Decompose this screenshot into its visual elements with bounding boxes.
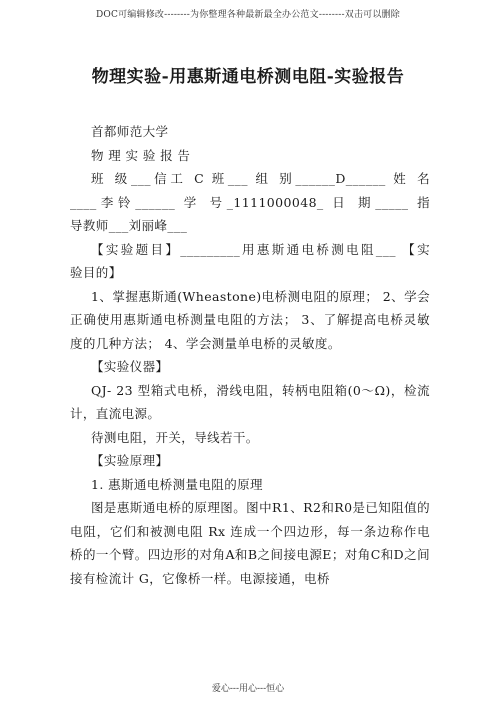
instruments-text: QJ- 23 型箱式电桥，滑线电阻，转柄电阻箱(0～Ω)，检流计，直流电源。 xyxy=(70,382,430,421)
objectives-heading: 验目的】 xyxy=(70,265,122,280)
document-title: 物理实验-用惠斯通电桥测电阻-实验报告 xyxy=(91,67,405,87)
info-line-student-date: ____李铃______ 学 号_1111000048_ 日 期_____ 指 xyxy=(70,194,430,210)
info-line-instructor: 导教师___刘丽峰___ xyxy=(70,218,188,233)
university-name: 首都师范大学 xyxy=(91,124,169,139)
instruments-text-2: 待测电阻，开关，导线若干。 xyxy=(91,429,259,445)
instruments-heading: 【实验仪器】 xyxy=(91,359,169,374)
topic-line: 【实验题目】_________用惠斯通电桥测电阻___ 【实 xyxy=(91,241,430,257)
footer-note: 爱心---用心---恒心 xyxy=(211,684,285,694)
header-note: DOC可编辑修改--------为你整理各种最新最全办公范文--------双击可以删除 xyxy=(96,10,400,20)
report-label: 物 理 实 验 报 告 xyxy=(91,147,191,163)
document-body xyxy=(70,120,430,590)
info-line-class-group-name: 班 级___信工 C 班___ 组 别______D______ 姓 名 xyxy=(91,171,430,186)
principle-heading: 【实验原理】 xyxy=(91,453,169,468)
principle-text: 图是惠斯通电桥的原理图。图中R1、R2和R0是已知阻值的电阻，它们和被测电阻 Rx 连成一个四边形，每一条边称作电桥的一个臂。四边形的对角A和B之间接电源E；对角C和D之间接有检流计 G，它像桥一样。电源接通，电桥 xyxy=(70,500,430,586)
objectives-text: 1、掌握惠斯通(Wheastone)电桥测电阻的原理； 2、学会正确使用惠斯通电桥测量电阻的方法； 3、了解提高电桥灵敏度的几种方法； 4、学会测量单电桥的灵敏度。 xyxy=(70,288,430,351)
principle-subheading: 1. 惠斯通电桥测量电阻的原理 xyxy=(91,476,263,492)
